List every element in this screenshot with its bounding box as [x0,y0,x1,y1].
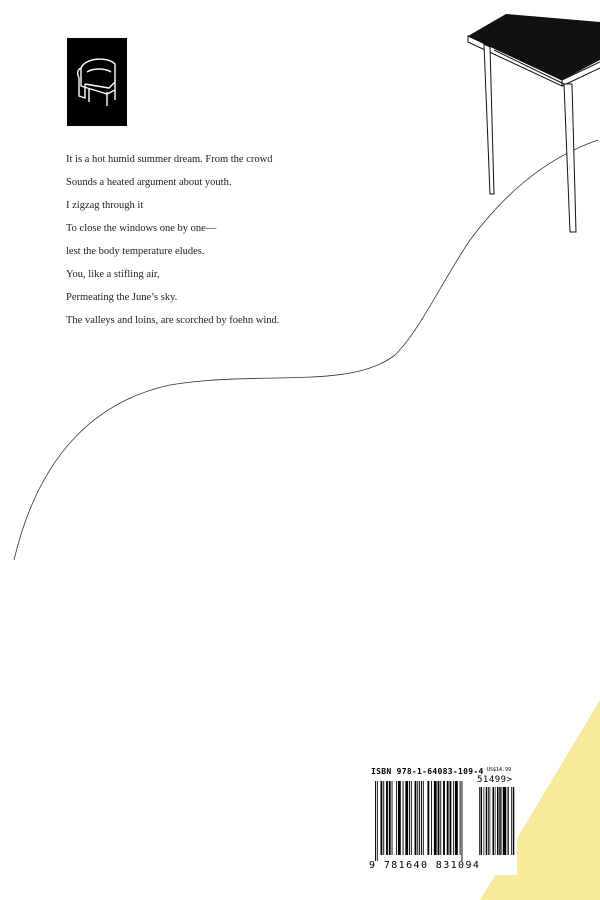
barcode-bar [434,781,437,855]
barcode-bar [431,781,432,855]
barcode-bar [423,781,424,855]
table-illustration [466,14,600,234]
barcode-bar [503,787,506,855]
barcode-bar [460,781,461,855]
barcode-bar [455,781,458,855]
price-label: US$14.99 [487,767,512,773]
barcode-bar [453,781,454,855]
barcode-bar [427,781,429,855]
barcode-bar [493,787,495,855]
barcode-bar [421,781,422,855]
barcode-bar [447,781,449,855]
poem [66,148,396,332]
barcode-bar [499,787,501,855]
poem-line: To close the windows one by one— [66,223,217,234]
barcode-bar [450,781,452,855]
barcode-bar [375,781,376,861]
isbn-label: ISBN 978-1-64083-109-4 [371,767,484,776]
barcode-bar [486,787,488,855]
poem-line: Sounds a heated argument about youth. [66,177,232,188]
poem-line: The valleys and loins, are scorched by foehn wind. [66,315,280,326]
poem-line: I zigzag through it [66,200,144,211]
barcode-bar [438,781,440,855]
barcode-digits: 9 781640 831094 [369,860,481,871]
barcode-bar [396,781,397,855]
barcode-bar [383,781,384,855]
poem-line: Permeating the June’s sky. [66,292,178,303]
poem-line: You, like a stifling air, [66,269,160,280]
barcode-bar [440,781,441,855]
barcode-bar [417,781,418,855]
barcode-bar [381,781,383,855]
barcode-bar [488,787,489,855]
chair-icon-box [67,38,127,126]
barcode-bar [484,787,485,855]
barcode-bar [392,781,393,855]
barcode-bar [389,781,391,855]
poem-line: It is a hot humid summer dream. From the crowd [66,154,273,165]
barcode-bar [461,781,462,861]
barcode-bar [490,787,491,855]
barcode-bar [508,787,509,855]
armchair-icon [67,38,127,126]
barcode-bar [419,781,420,855]
isbn-barcode [369,765,517,875]
barcode-bar [443,781,445,855]
barcode-bar [479,787,480,855]
poem-line: lest the body temperature eludes. [66,246,205,257]
barcode-bar [497,787,499,855]
barcode-bar [415,781,417,855]
barcode-bar [377,781,378,861]
barcode-bar [513,787,515,855]
barcode-bar [403,781,404,855]
barcode-bar [511,787,512,855]
barcode-bar [495,787,496,855]
barcode-bar [507,787,508,855]
barcode-bar [405,781,408,855]
barcode-bar [411,781,412,855]
barcode-bar [502,787,503,855]
barcode-bar [409,781,410,855]
addon-barcode-bars [479,787,515,861]
barcode-bars [375,781,475,861]
barcode-bar [386,781,388,855]
addon-code: 51499> [477,775,513,785]
barcode-bar [481,787,483,855]
barcode-bar [398,781,401,855]
